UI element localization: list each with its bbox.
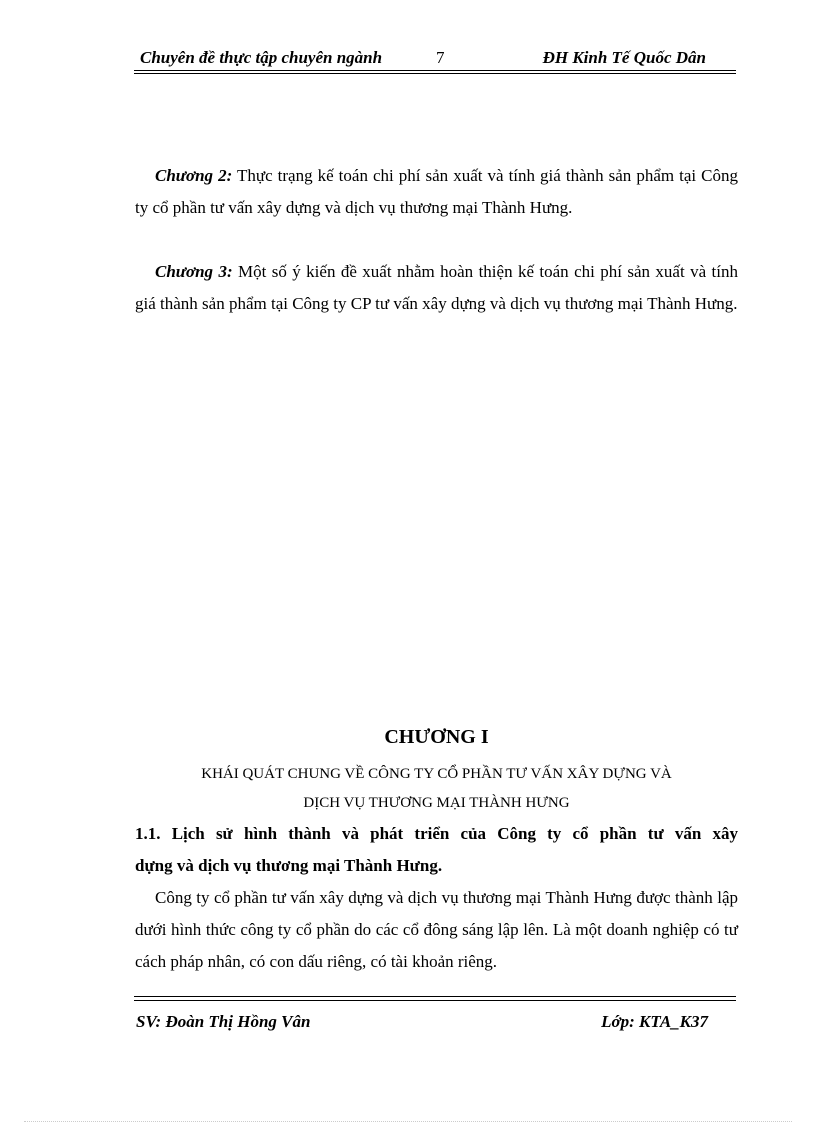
page-bottom-border: [24, 1121, 792, 1122]
page-number: 7: [436, 48, 445, 67]
chapter-title: CHƯƠNG I: [384, 726, 489, 748]
chapter-2-label: Chương 2:: [155, 166, 233, 185]
header-divider-double: [134, 73, 736, 74]
section-body: [135, 882, 738, 978]
section-heading-line-2: dựng và dịch vụ thương mại Thành Hưng.: [135, 856, 443, 875]
paragraph-chapter-3: [135, 256, 738, 320]
paragraph-chapter-2: [135, 160, 738, 224]
header-divider: [134, 70, 736, 71]
footer-class: Lớp: KTA_K37: [601, 1012, 708, 1031]
chapter-2-text: Thực trạng kế toán chi phí sản xuất và tính giá thành sản phẩm tại Công ty cổ phần tư vấn xây dựng và dịch vụ thương mại Thành Hưng.: [135, 166, 738, 217]
chapter-subtitle-line-2: DỊCH VỤ THƯƠNG MẠI THÀNH HƯNG: [303, 795, 570, 811]
header-left-text: Chuyên đề thực tập chuyên ngành: [140, 48, 383, 67]
footer-divider-double: [134, 1000, 736, 1001]
chapter-subtitle: [135, 760, 738, 818]
footer-student: SV: Đoàn Thị Hồng Vân: [136, 1012, 311, 1031]
header-right-text: ĐH Kinh Tế Quốc Dân: [542, 48, 706, 67]
section-heading-line-1: 1.1. Lịch sử hình thành và phát triển của Công ty cổ phần tư vấn xây: [135, 824, 738, 843]
chapter-3-text: Một số ý kiến đề xuất nhằm hoàn thiện kế toán chi phí sản xuất và tính giá thành sản phẩm tại Công ty CP tư vấn xây dựng và dịch vụ thương mại Thành Hưng.: [135, 262, 738, 313]
footer-divider: [134, 996, 736, 997]
section-heading: [135, 818, 738, 882]
chapter-subtitle-line-1: KHÁI QUÁT CHUNG VỀ CÔNG TY CỔ PHẦN TƯ VẤN XÂY DỰNG VÀ: [201, 766, 672, 782]
section-body-text: Công ty cổ phần tư vấn xây dựng và dịch vụ thương mại Thành Hưng được thành lập dưới hình thức công ty cổ phần do các cổ đông sáng lập lên. Là một doanh nghiệp có tư cách pháp nhân, có con dấu riêng, có tài khoản riêng.: [135, 888, 738, 971]
chapter-3-label: Chương 3:: [155, 262, 233, 281]
page-header: [134, 46, 736, 72]
